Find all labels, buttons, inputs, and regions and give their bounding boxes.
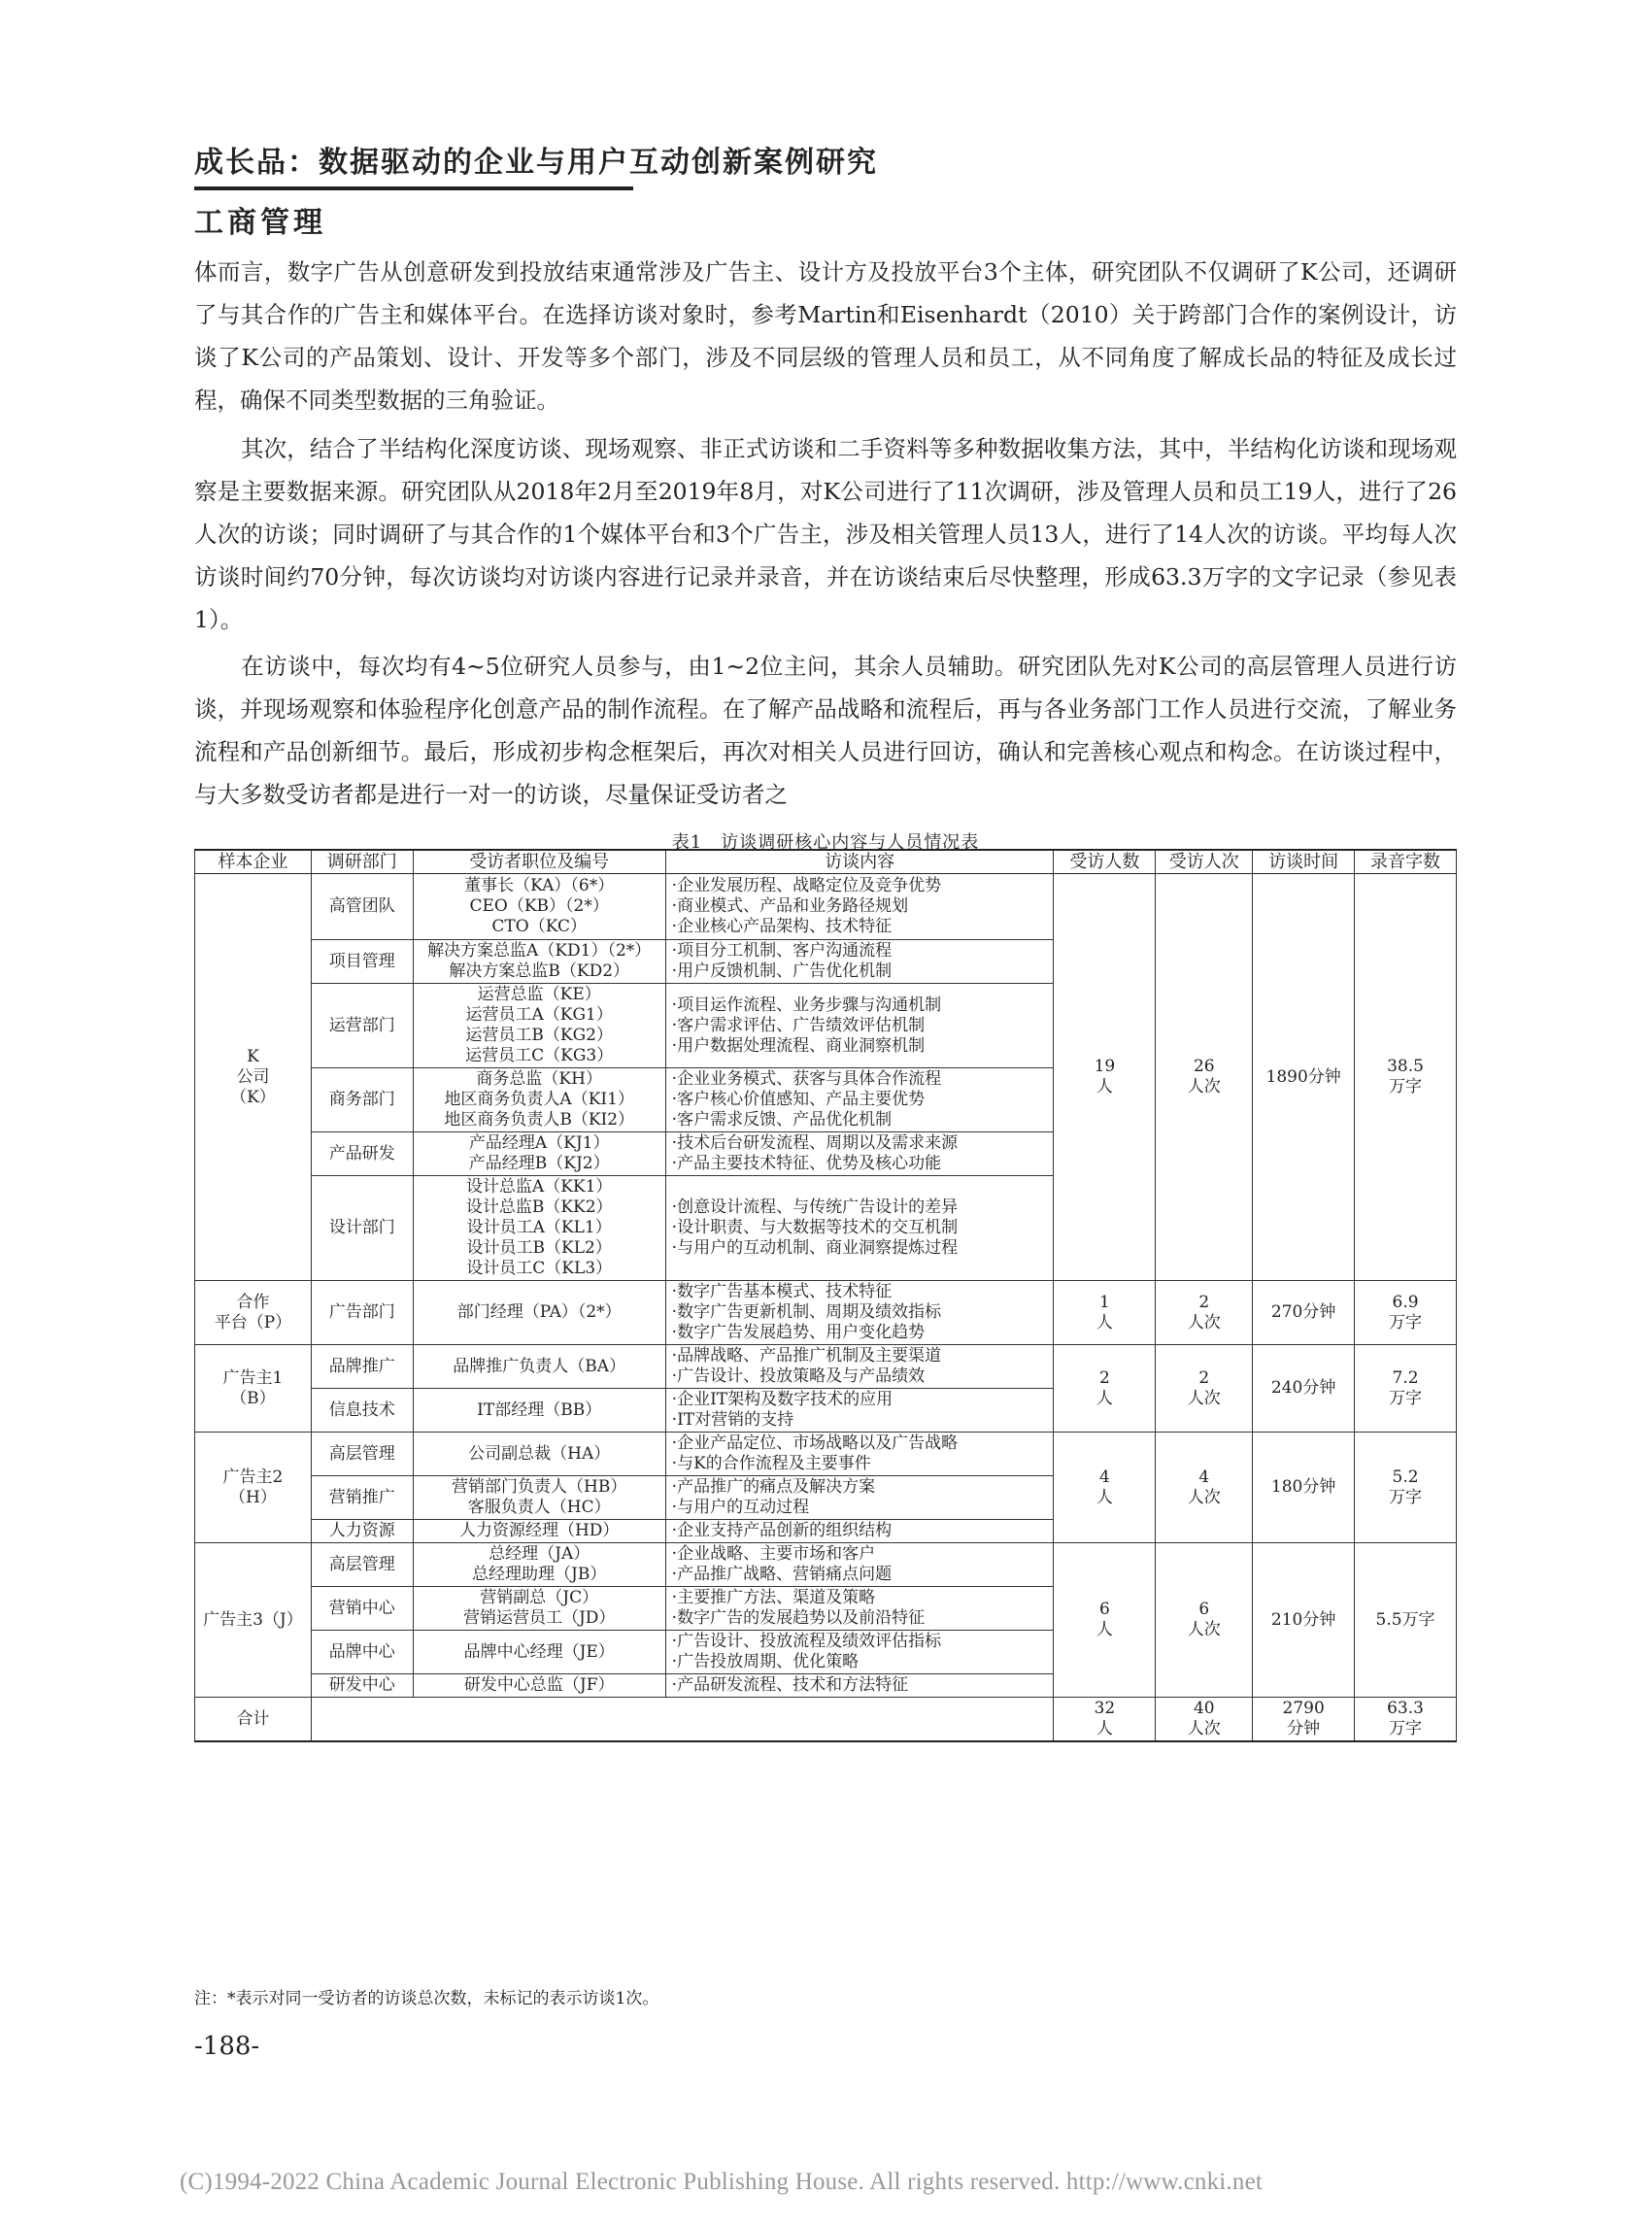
header-cell: 样本企业 [195, 850, 312, 874]
interview-content-cell: ·企业战略、主要市场和客户 ·产品推广战略、营销痛点问题 [665, 1543, 1054, 1587]
respondent-roles-cell: 产品经理A（KJ1） 产品经理B（KJ2） [413, 1132, 665, 1176]
respondent-roles-cell: 营销部门负责人（HB） 客服负责人（HC） [413, 1476, 665, 1520]
interview-content-cell: ·创意设计流程、与传统广告设计的差异 ·设计职责、与大数据等技术的交互机制 ·与用户的互动机制、商业洞察提炼过程 [665, 1176, 1054, 1281]
header-cell: 受访人次 [1156, 850, 1253, 874]
department-cell: 信息技术 [311, 1389, 413, 1433]
interview-count-cell: 6 人次 [1156, 1543, 1253, 1698]
respondent-roles-cell: 营销副总（JC） 营销运营员工（JD） [413, 1587, 665, 1631]
total-visits-cell: 40 人次 [1156, 1698, 1253, 1742]
interview-count-cell: 26 人次 [1156, 874, 1253, 1281]
total-people-cell: 32 人 [1054, 1698, 1156, 1742]
interview-content-cell: ·企业支持产品创新的组织结构 [665, 1520, 1054, 1543]
page-number: -188- [194, 2032, 260, 2061]
table-row [195, 874, 1457, 940]
interview-time-cell: 1890分钟 [1253, 874, 1355, 1281]
interview-content-cell: ·企业IT架构及数字技术的应用 ·IT对营销的支持 [665, 1389, 1054, 1433]
respondent-count-cell: 4 人 [1054, 1433, 1156, 1543]
respondent-roles-cell: 总经理（JA） 总经理助理（JB） [413, 1543, 665, 1587]
interview-content-cell: ·产品研发流程、技术和方法特征 [665, 1674, 1054, 1698]
interview-content-cell: ·数字广告基本模式、技术特征 ·数字广告更新机制、周期及绩效指标 ·数字广告发展趋势、用户变化趋势 [665, 1281, 1054, 1345]
interview-count-cell: 2 人次 [1156, 1345, 1253, 1433]
respondent-roles-cell: 设计总监A（KK1） 设计总监B（KK2） 设计员工A（KL1） 设计员工B（KL2） 设计员工C（KL3） [413, 1176, 665, 1281]
total-words-cell: 63.3 万字 [1355, 1698, 1457, 1742]
section-label: 工商管理 [194, 206, 326, 240]
paragraph-3 [194, 645, 1457, 816]
department-cell: 高管团队 [311, 874, 413, 940]
recording-words-cell: 5.2 万字 [1355, 1433, 1457, 1543]
table-header-row [195, 850, 1457, 874]
interview-content-cell: ·产品推广的痛点及解决方案 ·与用户的互动过程 [665, 1476, 1054, 1520]
department-cell: 商务部门 [311, 1068, 413, 1132]
department-cell: 项目管理 [311, 940, 413, 984]
interview-table [194, 849, 1457, 1742]
table-row [195, 1543, 1457, 1587]
recording-words-cell: 7.2 万字 [1355, 1345, 1457, 1433]
interview-content-cell: ·主要推广方法、渠道及策略 ·数字广告的发展趋势以及前沿特征 [665, 1587, 1054, 1631]
department-cell: 高层管理 [311, 1543, 413, 1587]
respondent-roles-cell: 解决方案总监A（KD1）（2*） 解决方案总监B（KD2） [413, 940, 665, 984]
department-cell: 营销推广 [311, 1476, 413, 1520]
interview-count-cell: 2 人次 [1156, 1281, 1253, 1345]
interview-content-cell: ·广告设计、投放流程及绩效评估指标 ·广告投放周期、优化策略 [665, 1631, 1054, 1674]
sample-company-cell: K 公司 （K） [195, 874, 312, 1281]
sample-company-cell: 广告主1 （B） [195, 1345, 312, 1433]
department-cell: 营销中心 [311, 1587, 413, 1631]
recording-words-cell: 6.9 万字 [1355, 1281, 1457, 1345]
empty-cell [311, 1698, 1054, 1742]
sample-company-cell: 广告主3（J） [195, 1543, 312, 1698]
department-cell: 产品研发 [311, 1132, 413, 1176]
table-total-row [195, 1698, 1457, 1742]
interview-time-cell: 180分钟 [1253, 1433, 1355, 1543]
department-cell: 人力资源 [311, 1520, 413, 1543]
sample-company-cell: 合作 平台（P） [195, 1281, 312, 1345]
respondent-roles-cell: IT部经理（BB） [413, 1389, 665, 1433]
respondent-roles-cell: 品牌推广负责人（BA） [413, 1345, 665, 1389]
interview-content-cell: ·品牌战略、产品推广机制及主要渠道 ·广告设计、投放策略及与产品绩效 [665, 1345, 1054, 1389]
respondent-count-cell: 19 人 [1054, 874, 1156, 1281]
header-cell: 访谈内容 [665, 850, 1054, 874]
table-note: 注：*表示对同一受访者的访谈总次数，未标记的表示访谈1次。 [194, 1989, 659, 2008]
respondent-roles-cell: 公司副总裁（HA） [413, 1433, 665, 1476]
department-cell: 研发中心 [311, 1674, 413, 1698]
respondent-roles-cell: 董事长（KA）（6*） CEO（KB）（2*） CTO（KC） [413, 874, 665, 940]
interview-content-cell: ·企业发展历程、战略定位及竞争优势 ·商业模式、产品和业务路径规划 ·企业核心产品架构、技术特征 [665, 874, 1054, 940]
respondent-roles-cell: 品牌中心经理（JE） [413, 1631, 665, 1674]
respondent-roles-cell: 研发中心总监（JF） [413, 1674, 665, 1698]
respondent-count-cell: 1 人 [1054, 1281, 1156, 1345]
sample-company-cell: 广告主2 （H） [195, 1433, 312, 1543]
interview-content-cell: ·企业业务模式、获客与具体合作流程 ·客户核心价值感知、产品主要优势 ·客户需求反馈、产品优化机制 [665, 1068, 1054, 1132]
header-cell: 受访人数 [1054, 850, 1156, 874]
copyright-notice: (C)1994-2022 China Academic Journal Electronic Publishing House. All rights reserved. http://www.cnki.net [180, 2169, 1264, 2195]
interview-time-cell: 210分钟 [1253, 1543, 1355, 1698]
department-cell: 品牌推广 [311, 1345, 413, 1389]
interview-count-cell: 4 人次 [1156, 1433, 1253, 1543]
department-cell: 品牌中心 [311, 1631, 413, 1674]
recording-words-cell: 38.5 万字 [1355, 874, 1457, 1281]
header-cell: 调研部门 [311, 850, 413, 874]
paragraph-1 [194, 251, 1457, 422]
total-time-cell: 2790 分钟 [1253, 1698, 1355, 1742]
respondent-roles-cell: 运营总监（KE） 运营员工A（KG1） 运营员工B（KG2） 运营员工C（KG3） [413, 984, 665, 1068]
respondent-roles-cell: 部门经理（PA）（2*） [413, 1281, 665, 1345]
department-cell: 设计部门 [311, 1176, 413, 1281]
recording-words-cell: 5.5万字 [1355, 1543, 1457, 1698]
interview-content-cell: ·项目分工机制、客户沟通流程 ·用户反馈机制、广告优化机制 [665, 940, 1054, 984]
paragraph-text: 其次，结合了半结构化深度访谈、现场观察、非正式访谈和二手资料等多种数据收集方法，其中，半结构化访谈和现场观察是主要数据来源。研究团队从2018年2月至2019年8月，对K公司进行了11次调研，涉及管理人员和员工19人，进行了26人次的访谈；同时调研了与其合作的1个媒体平台和3个广告主，涉及相关管理人员13人，进行了14人次的访谈。平均每人次访谈时间约70分钟，每次访谈均对访谈内容进行记录并录音，并在访谈结束后尽快整理，形成63.3万字的文字记录（参见表1）。 [194, 435, 1457, 633]
total-label-cell: 合计 [195, 1698, 312, 1742]
header-cell: 录音字数 [1355, 850, 1457, 874]
department-cell: 运营部门 [311, 984, 413, 1068]
paragraph-text: 体而言，数字广告从创意研发到投放结束通常涉及广告主、设计方及投放平台3个主体，研究团队不仅调研了K公司，还调研了与其合作的广告主和媒体平台。在选择访谈对象时，参考Martin和Eisenhardt（2010）关于跨部门合作的案例设计，访谈了K公司的产品策划、设计、开发等多个部门，涉及不同层级的管理人员和员工，从不同角度了解成长品的特征及成长过程，确保不同类型数据的三角验证。 [194, 258, 1457, 414]
table-row [195, 1281, 1457, 1345]
paragraph-text: 在访谈中，每次均有4~5位研究人员参与，由1~2位主问，其余人员辅助。研究团队先对K公司的高层管理人员进行访谈，并现场观察和体验程序化创意产品的制作流程。在了解产品战略和流程后，再与各业务部门工作人员进行交流，了解业务流程和产品创新细节。最后，形成初步构念框架后，再次对相关人员进行回访，确认和完善核心观点和构念。在访谈过程中，与大多数受访者都是进行一对一的访谈，尽量保证受访者之 [194, 653, 1457, 808]
respondent-count-cell: 2 人 [1054, 1345, 1156, 1433]
department-cell: 广告部门 [311, 1281, 413, 1345]
table-caption: 表1 访谈调研核心内容与人员情况表 [671, 832, 980, 853]
interview-content-cell: ·企业产品定位、市场战略以及广告战略 ·与K的合作流程及主要事件 [665, 1433, 1054, 1476]
header-cell: 受访者职位及编号 [413, 850, 665, 874]
interview-content-cell: ·技术后台研发流程、周期以及需求来源 ·产品主要技术特征、优势及核心功能 [665, 1132, 1054, 1176]
header-rule [194, 186, 633, 190]
respondent-count-cell: 6 人 [1054, 1543, 1156, 1698]
running-title: 成长品：数据驱动的企业与用户互动创新案例研究 [194, 146, 878, 180]
department-cell: 高层管理 [311, 1433, 413, 1476]
interview-time-cell: 240分钟 [1253, 1345, 1355, 1433]
table-row [195, 1433, 1457, 1476]
interview-time-cell: 270分钟 [1253, 1281, 1355, 1345]
respondent-roles-cell: 商务总监（KH） 地区商务负责人A（KI1） 地区商务负责人B（KI2） [413, 1068, 665, 1132]
table-row [195, 1345, 1457, 1389]
header-cell: 访谈时间 [1253, 850, 1355, 874]
paragraph-2 [194, 427, 1457, 641]
interview-content-cell: ·项目运作流程、业务步骤与沟通机制 ·客户需求评估、广告绩效评估机制 ·用户数据处理流程、商业洞察机制 [665, 984, 1054, 1068]
respondent-roles-cell: 人力资源经理（HD） [413, 1520, 665, 1543]
